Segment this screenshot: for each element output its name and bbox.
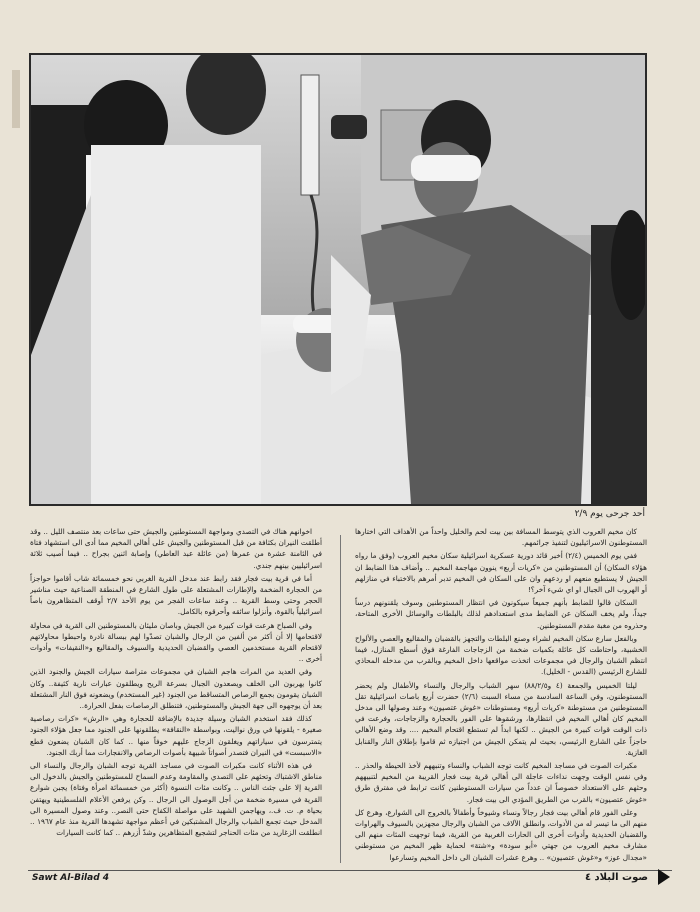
paragraph: كذلك فقد استخدم الشبان وسيلة جديدة بالإضافة للحجارة وهي «الرش» «كرات رصاصية صغيرة - يلقونها في ورق نواليت، وبواسطة «النقافة» يطلقونها على الجنود مما جعل هؤلاء الجنود يتمترسون في سياراتهم ويغلقون الزجاج عليهم خوفاً منها .. كما كان الشبان يضعون قطع «الاسبست» في النيران فتصدر أصواتاً شبيهة بأصوات الرصاص والانفجارات مما أربك الجنود. — [30, 714, 322, 757]
binding-edge — [12, 70, 20, 128]
paragraph: وعلى الفور قام أهالي بيت فجار رجالاً ونساء وشيوخاً وأطفالاً بالخروج الى الشوارع، وهرع كل منهم الى ما تيسر له من الأدوات، وانطلق الآلاف من الشبان والرجال مجهزين بالسيوف والهراوات والقضبان الحديدية وأدوات أخرى الى الحارات الغربية من القرية، فيما توجهت المئات منهم الى مشارف مخيم العروب من جهتي «أبو سودة» و«شتة» لحماية ظهر المخيم من مستوطني «مجدال عوز» و«غوش عتصيون» .. وهرع عشرات الشبان الى داخل المخيم وتسارعوا — [355, 807, 647, 862]
footer-page-label: صوت البلاد ٤ — [584, 872, 648, 883]
news-photo — [29, 53, 647, 506]
paragraph: في هذه الأثناء كانت مكبرات الصوت في مساجد القرية توجه الشبان والرجال والنساء الى مناطق الاشتباك وتحثهم على التصدي والمقاومة وعدم السماح للمستوطنين والجيش بالدخول الى القرية إلا على جثث الناس .. وكانت مئات النسوة (أكثر من خمسمائة امرأة وفتاة) يجبن شوارع القرية في مسيرة ضخمة من أجل الوصول الى الرجال .. وكن يرفعن الأعلام الفلسطينية ويهتفن بحياة م. ت. ف.، ويهاجمن الشهيد على مواصلة الكفاح حتى النصر.. وعند وصول المسيرة الى المدخل حيث تجمع الشباب والرجال المشتبكين في أعظم مواجهة تشهدها القرية منذ عام ١٩٦٧ .. انطلقت الزغاريد من مئات الحناجر لتشجيع المتظاهرين وشدّ أزرهم .. كما كانت السيارات — [30, 761, 322, 838]
paragraph: وفي الصباح هرعت قوات كبيرة من الجيش وباصان مليئان بالمستوطنين الى القرية في محاولة لاقتحامها إلا أن أكثر من ألفين من الرجال والشبان تصدّوا لهم ببسالة نادرة واحبطوا محاولاتهم لاقتحام القرية مستخدمين العصي والقضبان الحديدية والسيوف والمقاليع و«النقيفات» وأدوات أخرى .. — [30, 620, 322, 664]
column-divider — [340, 535, 341, 863]
photo-caption: أحد جرحى يوم ٢/٩ — [574, 509, 645, 519]
paragraph: اخوانهم هناك في التصدي ومواجهة المستوطنين والجيش حتى ساعات بعد منتصف الليل .. وقد أطلقت النيران بكثافة من قبل المستوطنين والجيش على أهالي المخيم مما أدى الى استشهاد فتاة في الثامنة عشرة من عمرها (من عائلة عبد العاطي) وإصابة اثنين بجراح .. فيما أصيب ثلاثة اسرائيليين بينهم جندي. — [30, 527, 322, 570]
paragraph: مكبرات الصوت في مساجد المخيم كانت توجه الشباب والنساء وتنبههم لأخذ الحيطة والحذر .. وفي نفس الوقت وجهت نداءات عاجلة الى أهالي قرية بيت فجار القريبة من المخيم لتنبيههم وحثهم على الاستعداد خصوصاً ان عدداً من سيارات المستوطنين كانت ترابط في مفترق طرق «غوش عتصيون» بالقرب من الطريق المؤدي الى بيت فجار. — [355, 761, 647, 804]
paragraph: كان مخيم العروب الذي يتوسط المسافة بين بيت لحم والخليل واحداً من الأهداف التي اختارها المستوطنون الاسرائيليون لتنفيذ جرائمهم. — [355, 527, 647, 548]
article-column-right — [355, 526, 647, 868]
paragraph: وبالفعل سارع سكان المخيم لشراء وصنع البلطات والتجهز بالقضبان والمقاليع والعصي والألواح الخشبية، واحتاطت كل عائلة بكميات ضخمة من الزجاجات الفارغة فوق أسطح المنازل، فيما انتظم الشبان والرجال في مجموعات اتخذت مواقعها داخل المخيم وبالقرب من مدخله المحاذي للشارع الرئيسي (القدس - الخليل). — [355, 633, 647, 677]
paragraph: ففي يوم الخميس (٢/٤) أخبر قائد دورية عسكرية اسرائيلية سكان مخيم العروب (وفق ما رواه هؤلاء السكان) أن المستوطنين من «كريات أربع» ينوون مهاجمة المخيم .. وأضاف هذا الضابط ان الجيش لا يستطيع منعهم او ردعهم وان على السكان في المخيم تدبر أمرهم بالاختباء في منازلهم أو الهروب الى الجبال او اي شيء آخر؟! — [355, 551, 647, 595]
paragraph: ليلتا الخميس والجمعة (٤ و٨٨/٢/٥) سهر الشباب والرجال والنساء والأطفال ولم يحضر المستوطنون، وفي الساعة السادسة من مساء السبت (٢/٦) حضرت أربع باصات اسرائيلية تقل المستوطنين من مستوطنة «كريات أربع» ومستوطنات «غوش عتصيون» وعند وصولها الى مدخل المخيم كان أهالي المخيم في انتظارها، ورشقوها على الفور بالحجارة والزجاجات، وفرعت في ذات الوقت قوات كبيرة من الجيش .. لكنها ابداً لم تستطع اقتحام المخيم .... وقد وضع الأهالي حاجزاً على الشارع الرئيسي، بحيث لم يتمكن الجيش من اجتيازه ثم قاموا بإطلاق النار والقنابل الغازية. — [355, 680, 647, 757]
paragraph: السكان قالوا للضابط بأنهم جميعاً سيكونون في انتظار المستوطنين وسوف يلقنونهم درساً جيداً، ولم يخف السكان عن الضابط مدى استعدادهم لذلك بالبلطات والوسائل الأخرى المتاحة، وحذروه من مغبة مقدم المستوطنين. — [355, 598, 647, 630]
article-column-left — [30, 526, 322, 868]
page-arrow-icon — [658, 869, 670, 885]
paragraph: أما في قرية بيت فجار فقد رابط عند مدخل القرية الغربي نحو خمسمائة شاب أقاموا حواجزاً من الحجارة الضخمة والإطارات المشتعلة على طول الشارع في المنطقة الصناعية حيث مناشير الحجر وحتى وسط القرية .. وعند ساعات الفجر من يوم الأحد ٢/٧ أوقف المتظاهرون باصاً اسرائيلياً بالقوة، وأنزلوا سائقه وأحرقوه بالكامل. — [30, 573, 322, 617]
hospital-scene-illustration — [31, 55, 645, 504]
footer-rule — [28, 870, 672, 871]
paragraph: وفي العديد من المرات هاجم الشبان في مجموعات متراصة سيارات الجيش والجنود الذين كانوا يهربون الى الخلف ويصعدون الجبال بسرعة الريح ويطلقون عبارات نارية كثيفة.. وكان الشبان يقومون بجمع الرصاص المتساقط من الجنود (غير المستخدم) ويضعونه فوق النار المشتعلة بعد أن يوجهوه الى جهة الجيش والمستوطنين، فتنطلق الرصاصات بفعل الحرارة.. — [30, 667, 322, 711]
footer-publication-name: Sawt Al-Bilad 4 — [32, 873, 110, 883]
